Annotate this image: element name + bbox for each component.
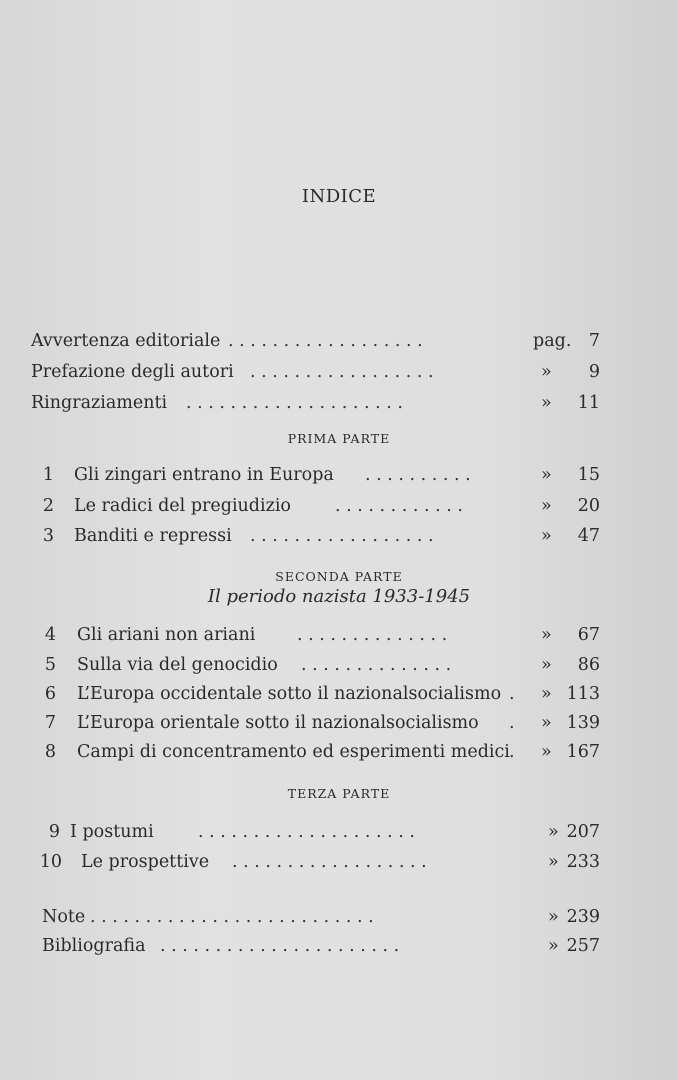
chapter-label: L’Europa occidentale sotto il nazionalsocialismo bbox=[77, 684, 502, 704]
toc-chapter-1[interactable] bbox=[0, 461, 678, 489]
leader-dots: . . . . . . . . . . . . . . . . . . . . bbox=[198, 822, 415, 842]
chapter-page: 67 bbox=[577, 625, 600, 645]
part-heading-seconda: SECONDA PARTE bbox=[275, 569, 403, 584]
leader-dots: . . . . . . . . . . . . . . . . . . . . bbox=[186, 393, 403, 413]
chapter-prefix: » bbox=[541, 465, 552, 485]
chapter-prefix: » bbox=[548, 852, 559, 872]
toc-chapter-8[interactable] bbox=[0, 738, 678, 766]
toc-entry-note[interactable] bbox=[0, 903, 678, 931]
chapter-number: 7 bbox=[44, 713, 56, 733]
chapter-label: Le prospettive bbox=[81, 852, 210, 872]
chapter-label: Sulla via del genocidio bbox=[77, 655, 278, 675]
toc-entry-page: 257 bbox=[566, 936, 600, 956]
chapter-prefix: » bbox=[541, 713, 552, 733]
chapter-page: 47 bbox=[577, 526, 600, 546]
chapter-prefix: » bbox=[548, 822, 559, 842]
chapter-label: L’Europa orientale sotto il nazionalsocialismo bbox=[77, 713, 479, 733]
chapter-label: Campi di concentramento ed esperimenti medici bbox=[77, 742, 510, 762]
toc-entry-prefix: » bbox=[548, 907, 559, 927]
chapter-number: 1 bbox=[42, 465, 54, 485]
part-heading-prima: PRIMA PARTE bbox=[287, 431, 391, 446]
leader-dots: . . . . . . . . . . . . . . bbox=[301, 655, 452, 675]
toc-entry-page: 7 bbox=[588, 331, 600, 351]
chapter-page: 139 bbox=[566, 713, 600, 733]
chapter-number: 10 bbox=[39, 852, 62, 872]
toc-chapter-6[interactable] bbox=[0, 680, 678, 708]
chapter-prefix: » bbox=[541, 625, 552, 645]
chapter-prefix: » bbox=[541, 684, 552, 704]
chapter-prefix: » bbox=[541, 742, 552, 762]
leader-dots: . . . . . . . . . . . . . . . . . . . . . . bbox=[160, 936, 400, 956]
chapter-prefix: » bbox=[541, 526, 552, 546]
toc-chapter-9[interactable] bbox=[0, 818, 678, 846]
toc-entry-label: Avvertenza editoriale bbox=[31, 331, 221, 351]
toc-entry-page: 239 bbox=[566, 907, 600, 927]
chapter-page: 207 bbox=[566, 822, 600, 842]
leader-dots: . bbox=[509, 684, 515, 704]
chapter-number: 5 bbox=[44, 655, 56, 675]
leader-dots: . bbox=[509, 713, 515, 733]
toc-entry-ringraziamenti[interactable] bbox=[0, 389, 678, 417]
toc-entry-page: 9 bbox=[588, 362, 600, 382]
toc-entry-prefix: » bbox=[548, 936, 559, 956]
toc-entry-prefazione[interactable] bbox=[0, 358, 678, 386]
leader-dots: . . . . . . . . . . . . . . bbox=[297, 625, 448, 645]
leader-dots: . . . . . . . . . . . . . . . . . . . . . . . . . . bbox=[90, 907, 374, 927]
toc-chapter-3[interactable] bbox=[0, 522, 678, 550]
toc-chapter-2[interactable] bbox=[0, 492, 678, 520]
toc-entry-avvertenza[interactable] bbox=[0, 327, 678, 355]
part-heading-terza: TERZA PARTE bbox=[287, 786, 391, 801]
leader-dots: . . . . . . . . . . . . . . . . . . bbox=[228, 331, 423, 351]
chapter-number: 4 bbox=[44, 625, 56, 645]
chapter-number: 8 bbox=[44, 742, 56, 762]
toc-entry-bibliografia[interactable] bbox=[0, 932, 678, 960]
toc-entry-label: Note bbox=[42, 907, 86, 927]
chapter-page: 233 bbox=[566, 852, 600, 872]
chapter-page: 167 bbox=[566, 742, 600, 762]
page-title: INDICE bbox=[301, 186, 377, 207]
chapter-page: 20 bbox=[577, 496, 600, 516]
chapter-number: 6 bbox=[44, 684, 56, 704]
chapter-number: 3 bbox=[42, 526, 54, 546]
chapter-label: I postumi bbox=[70, 822, 154, 842]
chapter-prefix: » bbox=[541, 496, 552, 516]
leader-dots: . . . . . . . . . . . . . . . . . bbox=[250, 362, 434, 382]
toc-entry-prefix: » bbox=[541, 393, 552, 413]
chapter-page: 15 bbox=[577, 465, 600, 485]
toc-entry-prefix: » bbox=[541, 362, 552, 382]
leader-dots: . . . . . . . . . . . . bbox=[335, 496, 463, 516]
toc-entry-prefix: pag. bbox=[533, 331, 572, 351]
toc-chapter-7[interactable] bbox=[0, 709, 678, 737]
toc-entry-label: Bibliografia bbox=[42, 936, 146, 956]
chapter-page: 113 bbox=[566, 684, 600, 704]
toc-chapter-5[interactable] bbox=[0, 651, 678, 679]
chapter-label: Gli ariani non ariani bbox=[77, 625, 256, 645]
toc-entry-label: Prefazione degli autori bbox=[31, 362, 234, 382]
toc-chapter-4[interactable] bbox=[0, 621, 678, 649]
part-subtitle: Il periodo nazista 1933-1945 bbox=[207, 586, 471, 607]
chapter-label: Le radici del pregiudizio bbox=[74, 496, 291, 516]
leader-dots: . . . . . . . . . . bbox=[365, 465, 471, 485]
chapter-number: 9 bbox=[48, 822, 60, 842]
chapter-page: 86 bbox=[577, 655, 600, 675]
leader-dots: . bbox=[509, 742, 515, 762]
chapter-label: Banditi e repressi bbox=[74, 526, 232, 546]
leader-dots: . . . . . . . . . . . . . . . . . . bbox=[232, 852, 427, 872]
toc-entry-label: Ringraziamenti bbox=[31, 393, 168, 413]
chapter-label: Gli zingari entrano in Europa bbox=[74, 465, 334, 485]
chapter-prefix: » bbox=[541, 655, 552, 675]
leader-dots: . . . . . . . . . . . . . . . . . bbox=[250, 526, 434, 546]
toc-chapter-10[interactable] bbox=[0, 848, 678, 876]
chapter-number: 2 bbox=[42, 496, 54, 516]
toc-entry-page: 11 bbox=[577, 393, 600, 413]
